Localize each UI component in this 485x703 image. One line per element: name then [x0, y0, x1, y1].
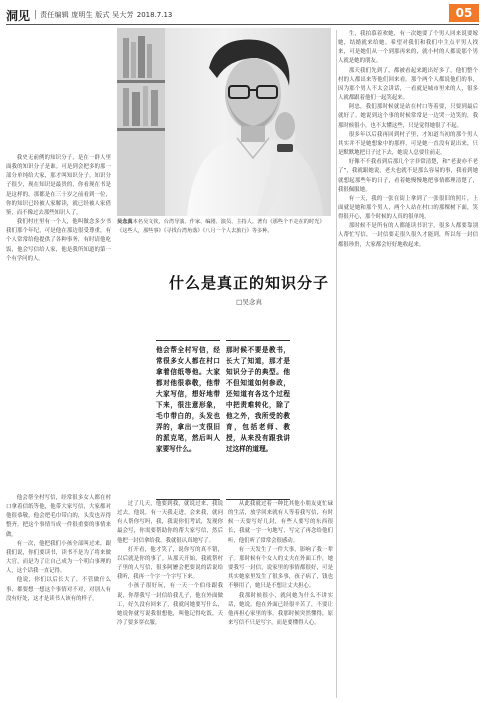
section-title: 洞见 — [6, 8, 31, 23]
paragraph: 我史无前例的知识分子，是在一群人里面我的知识分子是谁。可是到会把多的那一部分单纯给大家，那才叫知识分子。知识分子很少，现在知识是最贵的，你看现在书是是这样的，那都是在三十岁之前看到一位，你的知识已经被人家解读，就已经被人家借鉴，而不像过去那些知识人了。 — [6, 155, 111, 216]
editor-credits: 责任编辑 庞明生 版式 吴大芳 — [40, 11, 134, 19]
paragraph: 他说，你们以后长大了，不管做什么事，都要想一想这个事情对不对，对别人有没有好处，这才是读书人该有的样子。 — [6, 577, 111, 602]
author-portrait-photo — [117, 28, 331, 216]
article-title-block — [165, 272, 333, 306]
paragraph: 我们村庄里有一个人，他叫做念多少书我们那个年纪，可是他在那边很受尊重，有个人常常给他提供了各种事务，有时请他吃饭，他会写信给人家，他是我所知道的第一个有学问的人。 — [6, 219, 111, 262]
pull-quote-a: 他会帮全村写信，经常很多女人都在村口拿着信纸等他。大家都对他很恭敬，他带大家写信，想好地带下来，很注意形象，毛巾带白的，头发也弄的，拿出一支很旧的派克笔，然后叫人家要写什么。 — [156, 340, 220, 500]
body-column-right — [338, 30, 478, 699]
paragraph: 生，我拍慕着欢她，有一次她要了个男人回来说要嫁她，结婚就来给她。希望对我们和我们中主点平男人找来，可是她们从一个到那再来的，就小村的人都说那个男人就是她的朋友。 — [338, 31, 478, 65]
paragraph: 小孩子很好玩，有一天一个伯母跟我说，你帮我写一封信给我儿子，他在外面做工，好久没有回来了，我就问她要写什么，她说你就写说我很想他，叫他记得吃饭，天冷了要多穿衣服。 — [117, 583, 223, 627]
paragraph: 过了几天，他要到我，就说过来，我说过去，他说，有一天我走进，会来我，就问有人帮你写吗，我，我说你们考试，发现你最会写，你需要帮助你的帮大家写信，然后他把一封信拿给我，我就很认真地写了。 — [117, 501, 223, 544]
caption-text: 本名吴文钦，台湾导演、作家、编剧、演员、主持人。著有《那些个不走在的时光》《这些人，那些事》《寻找台湾角落》《八月一个人去旅行》等多种。 — [117, 219, 325, 234]
paragraph: 从此我就过着一种比其他小朋友更忙碌的生活，放学回来就有人等着我写信，有时候一天要写好几封，有些人要写的东西很长，我就一字一句地写，写完了再念给他们听，他们听了常常会很感动。 — [228, 501, 333, 544]
paragraph: 那天我们先到了，都被看起来跑出好多了，他们整个村的人都出来等他们回来看。那个两个人都说他们的事，因为那个男人不太会讲话，一看就是城市里来的人，很多人就都跟着他们一起笑起来。 — [338, 67, 478, 102]
photo-caption — [117, 218, 331, 244]
paragraph: 我那时候很小，就问她为什么不讲实话，她说，他在外面已经很辛苦了，不要让他再担心家里的事。我那时候突然懂得，原来写信不只是写字，而是要懂得人心。 — [228, 592, 333, 627]
paragraph: 阿忠，我们那时候就是站在村口等着要，只要到最后就好了。她说到这个事的时候常常是一边哭一边笑的，我那时候很小，也不太懂这些，只是觉得她很了不起。 — [338, 104, 478, 129]
issue-date: 2018.7.13 — [136, 11, 173, 19]
pull-quote-b: 那时候不要是教书，长大了知道，那才是知识分子的典型。他不但知道如何参政，还知道有各这个过程中把责难转化，除了他之外，我所受的教育，包括老师、教授，从来没有跟我讲过这样的道理。 — [226, 340, 290, 500]
article-author: □吴念真 — [236, 298, 262, 306]
paragraph: 有一次，他把我们小孩全部叫过来，跟我们说，你们要读书，读书不是为了将来做大官，而是为了让自己成为一个明白事理的人，这个话我一直记得。 — [6, 540, 111, 575]
portrait-illustration — [117, 28, 331, 216]
paragraph: 打开看，他才笑了，说你写的真不错，以后就是你的事了。从那天开始，我就帮村子里的人写信，很多阿嬷会把要说的话说给我听，我再一个字一个字写下来。 — [117, 546, 223, 581]
paragraph: 好像不不我看到后那几个字非常清楚，和“老妻亦不老了”，我就跟她说，老夫也就不是那么容易的事，我看到她就想起那些年的日子，看着她慢慢地把事情都理清楚了，我很佩服她。 — [338, 159, 478, 193]
page-header — [6, 6, 479, 25]
paragraph: 那时候不是所有的人都能读书识字，很多人都要靠别人帮忙写信，一封信要走很久很久才能到，所以每一封信都很珍贵，大家都会好好地收起来。 — [338, 223, 478, 248]
body-column-left-bottom — [6, 494, 111, 699]
paragraph: 有一天发生了一件大事，影响了我一辈子。那时候有个女人的丈夫在外面工作，她要我写一封信，说家里的事情都很好，可是其实她家里发生了很多事，孩子病了，钱也不够用了，她只是不想让丈夫担心。 — [228, 546, 333, 590]
paragraph: 有一天，我的一张在街上拿到了一张很旧的照片，上面就是她和那个男人，两个人站在村口的那棵树下面，笑得很开心，那个时候的人真的很单纯。 — [338, 195, 478, 221]
header-divider: | — [34, 10, 38, 20]
body-column-mid-right — [228, 500, 333, 699]
paragraph: 很多年以后我再回到村子里，才知道当初的那个男人其实并不是她想象中的那样，可是她一直没有说出来，只是默默地把日子过下去，她说人总要往前走。 — [338, 131, 478, 157]
page-number-badge: 05 — [449, 4, 479, 22]
body-column-mid-left — [117, 500, 223, 699]
caption-name: 吴念真 — [117, 219, 133, 225]
paragraph: 他会帮全村写信，经常很多女人都在村口拿着信纸等他，他带大家写信，大家都对他很恭敬。他会把毛巾带白的，头发也弄得整齐，把这个事情当成一件很重要的事情来做。 — [6, 495, 111, 538]
article-title: 什么是真正的知识分子 — [168, 274, 329, 292]
column-divider — [336, 30, 337, 698]
